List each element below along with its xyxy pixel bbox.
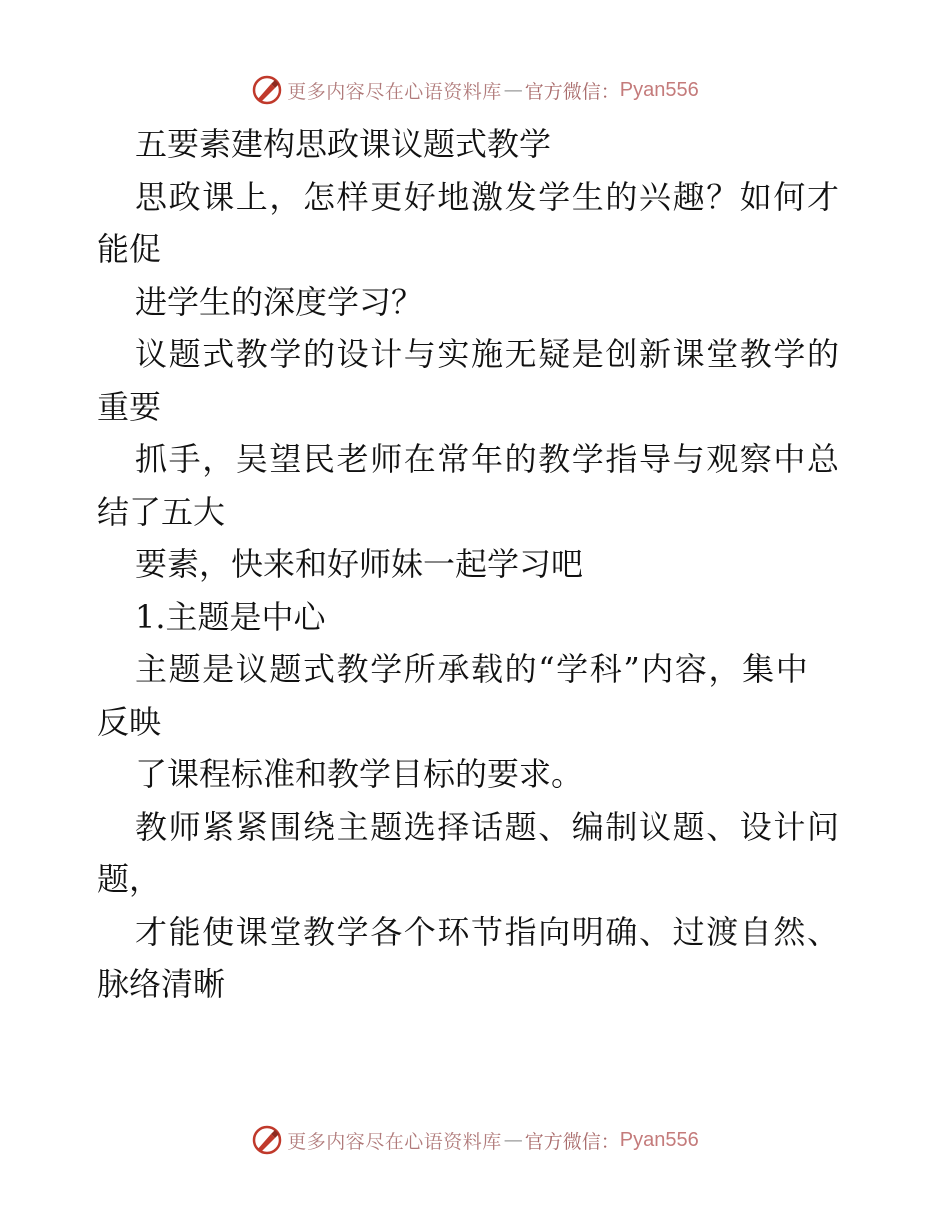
header-banner <box>0 70 950 110</box>
paragraph-line: 议题式教学的设计与实施无疑是创新课堂教学的 <box>135 335 841 373</box>
footer-banner <box>0 1120 950 1160</box>
paragraph-line: 了课程标准和教学目标的要求。 <box>135 755 584 793</box>
paragraph-line: 思政课上，怎样更好地激发学生的兴趣？如何才 <box>135 177 841 216</box>
banner-wechat-id: Pyan556 <box>619 1128 699 1151</box>
banner-dash: — <box>503 1129 523 1151</box>
banner-wechat-label: 官方微信： <box>524 1130 620 1153</box>
banner-dash: — <box>503 79 523 101</box>
pen-logo-icon <box>251 1124 283 1156</box>
paragraph-line: 能促 <box>97 230 162 268</box>
paragraph-line: 重要 <box>97 387 162 426</box>
banner-title: 更多内容尽在心语资料库 <box>287 1130 502 1153</box>
banner-title: 更多内容尽在心语资料库 <box>287 80 502 103</box>
pen-logo-icon <box>251 74 283 106</box>
paragraph-line: 主题是议题式教学所承载的“学科”内容，集中 <box>135 650 810 688</box>
paragraph-line: 进学生的深度学习？ <box>135 282 424 321</box>
paragraph-line: 抓手，吴望民老师在常年的教学指导与观察中总 <box>135 440 841 478</box>
paragraph-line: 要素，快来和好师妹一起学习吧 <box>135 545 584 583</box>
doc-title: 五要素建构思政课议题式教学 <box>135 125 552 163</box>
document-body <box>97 118 857 1011</box>
paragraph-line: 题， <box>97 860 162 898</box>
banner-wechat-label: 官方微信： <box>524 80 620 103</box>
paragraph-line: 教师紧紧围绕主题选择话题、编制议题、设计问 <box>135 807 841 846</box>
paragraph-line: 反映 <box>97 702 162 741</box>
paragraph-line: 结了五大 <box>97 492 226 531</box>
paragraph-line: 才能使课堂教学各个环节指向明确、过渡自然、 <box>135 912 841 951</box>
paragraph-line: 脉络清晰 <box>97 965 226 1003</box>
banner-wechat-id: Pyan556 <box>619 78 699 101</box>
section-heading: 1.主题是中心 <box>135 597 326 636</box>
